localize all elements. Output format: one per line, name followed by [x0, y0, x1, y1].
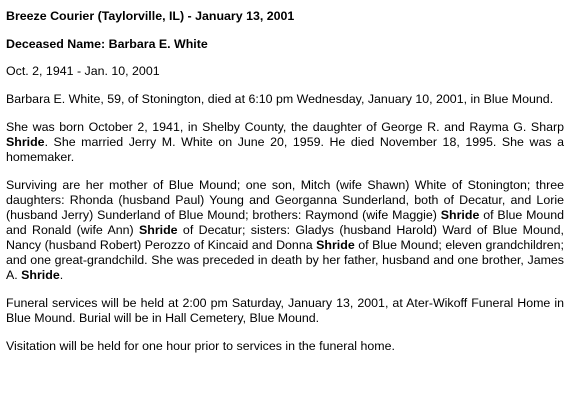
life-dates: Oct. 2, 1941 - Jan. 10, 2001 — [6, 64, 160, 78]
deceased-name: Deceased Name: Barbara E. White — [6, 37, 208, 51]
text-run: Barbara E. White, 59, of Stonington, died at 6:10 pm Wednesday, January 10, 2001, in Blue Mound. — [6, 92, 554, 106]
text-run: Visitation will be held for one hour prior to services in the funeral home. — [6, 339, 395, 353]
text-run: Funeral services will be held at 2:00 pm Saturday, January 13, 2001, at Ater-Wikoff Funeral Home in Blue Mound. Burial will be in Hall Cemetery, Blue Mound. — [6, 296, 564, 325]
highlighted-surname: Shride — [139, 223, 178, 237]
newspaper-title: Breeze Courier (Taylorville, IL) - January 13, 2001 — [6, 9, 295, 23]
text-run: She was born October 2, 1941, in Shelby County, the daughter of George R. and Rayma G. Sharp — [6, 120, 564, 134]
visitation-paragraph — [6, 339, 564, 354]
death-paragraph — [6, 92, 564, 107]
highlighted-surname: Shride — [21, 268, 60, 282]
funeral-paragraph — [6, 296, 564, 326]
text-run: Surviving are her mother of Blue Mound; one son, Mitch (wife Shawn) White of Stonington; three daughters: Rhonda (husband Paul) Young and Georganna Sunderland, both of Decatur, and Lorie (husband Jerry) Sunderland of Blue Mound; brothers: Raymond (wife Maggie) — [6, 178, 564, 222]
highlighted-surname: Shride — [440, 208, 480, 222]
highlighted-surname: Shride — [316, 238, 355, 252]
text-run: . She married Jerry M. White on June 20, 1959. He died November 18, 1995. She was a homemaker. — [6, 135, 564, 164]
obituary-body — [6, 92, 564, 354]
text-run: of Decatur; sisters: Gladys (husband Harold) Ward of Blue Mound, Nancy (husband Robert) Perozzo of Kincaid and Donna — [6, 223, 564, 252]
birth-paragraph — [6, 120, 564, 165]
text-run: . — [59, 268, 64, 282]
survivors-paragraph — [6, 178, 564, 283]
text-run: of Blue Mound; eleven grandchildren; and one great-grandchild. She was preceded in death by her father, husband and one brother, James A. — [6, 238, 564, 282]
text-run: of Blue Mound and Ronald (wife Ann) — [6, 208, 564, 237]
highlighted-surname: Shride — [6, 135, 45, 149]
